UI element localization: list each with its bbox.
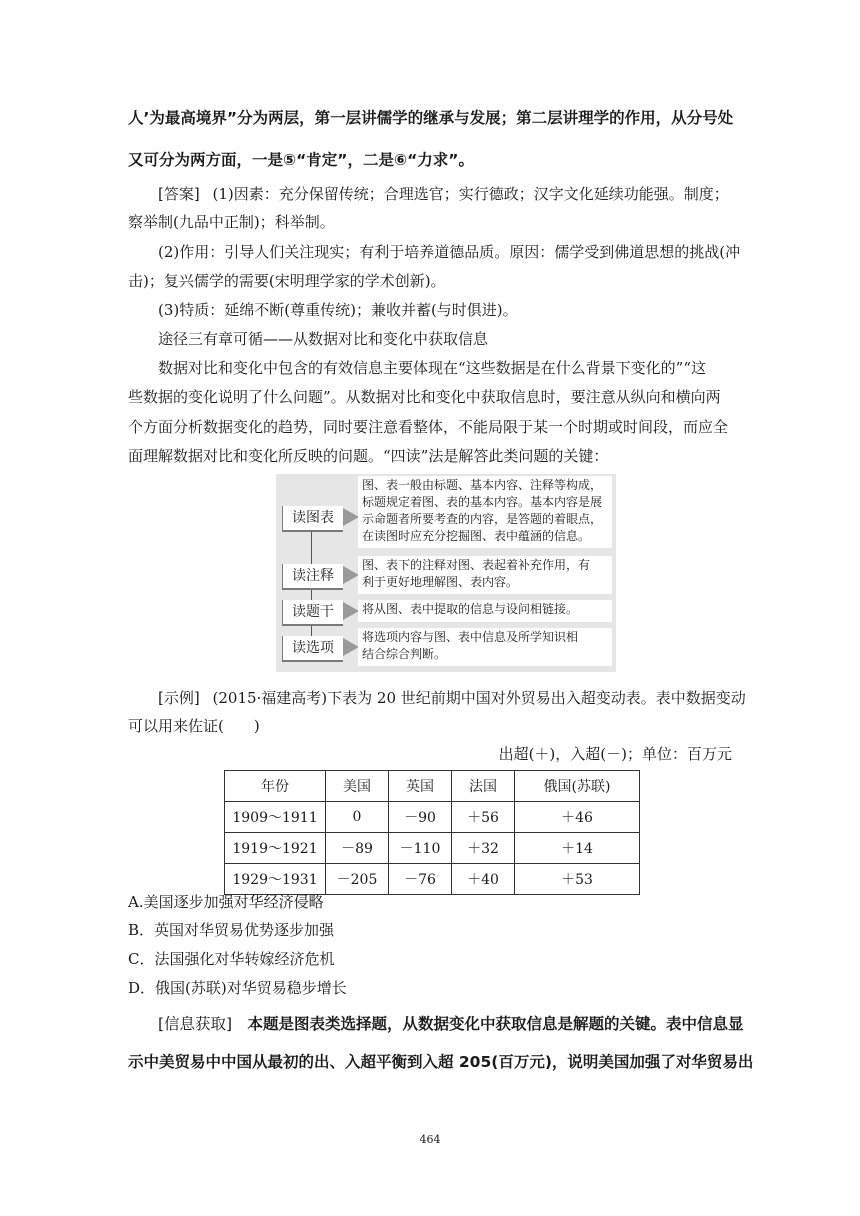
- table-cell: ＋14: [515, 833, 640, 864]
- table-cell: ＋32: [452, 833, 515, 864]
- desc-line: 将从图、表中提取的信息与设问相链接。: [362, 602, 579, 616]
- paragraph-line: 个方面分析数据变化的趋势，同时要注意看整体，不能局限于某一个时期或时间段，而应全: [128, 418, 729, 436]
- table-row: [225, 802, 640, 833]
- paragraph-line: 些数据的变化说明了什么问题”。从数据对比和变化中获取信息时，要注意从纵向和横向两: [128, 388, 721, 406]
- desc-line: 图、表一般由标题、基本内容、注释等构成，: [362, 478, 603, 492]
- step-label-read-chart: 读图表: [282, 506, 343, 532]
- table-row: [225, 864, 640, 895]
- table-cell: －89: [326, 833, 389, 864]
- step-label-read-stem: 读题干: [282, 600, 343, 626]
- example-line: [158, 688, 746, 708]
- step-desc-read-notes: [358, 556, 612, 594]
- info-text: 本题是图表类选择题，从数据变化中获取信息是解题的关键。表中信息显: [247, 1015, 744, 1033]
- table-cell: 1929～1931: [225, 864, 326, 895]
- table-cell: ＋40: [452, 864, 515, 895]
- answer-line: 击)；复兴儒学的需要(宋明理学家的学术创新)。: [128, 272, 446, 290]
- page-number: 464: [419, 1133, 441, 1146]
- step-label-read-notes: 读注释: [282, 564, 343, 590]
- table-cell: 1909～1911: [225, 802, 326, 833]
- example-line: 可以用来佐证( ): [128, 717, 260, 735]
- header-cell: 俄国(苏联): [515, 771, 640, 802]
- desc-line: 利于更好地理解图、表内容。: [362, 575, 519, 589]
- answer-line: (2)作用：引导人们关注现实；有利于培养道德品质。原因：儒学受到佛道思想的挑战(冲: [158, 243, 741, 261]
- desc-line: 示命题者所要考查的内容，是答题的着眼点，: [362, 512, 603, 526]
- desc-line: 结合综合判断。: [362, 647, 447, 661]
- paragraph-line: 数据对比和变化中包含的有效信息主要体现在“这些数据是在什么背景下变化的”“这: [158, 359, 707, 377]
- table-cell: －205: [326, 864, 389, 895]
- desc-line: 图、表下的注释对图、表起着补充作用，有: [362, 558, 591, 572]
- option-b: B．英国对华贸易优势逐步加强: [128, 921, 335, 939]
- header-cell: 美国: [326, 771, 389, 802]
- step-desc-read-options: [358, 628, 612, 666]
- answer-line: [158, 184, 729, 204]
- option-a: A.美国逐步加强对华经济侵略: [128, 893, 324, 911]
- table-header-row: [225, 771, 640, 802]
- step-desc-read-chart: [358, 476, 612, 548]
- header-cell: 年份: [225, 771, 326, 802]
- table-cell: 0: [326, 802, 389, 833]
- header-cell: 英国: [389, 771, 452, 802]
- table-row: [225, 833, 640, 864]
- paragraph-line: 面理解数据对比和变化所反映的问题。“四读”法是解答此类问题的关键：: [128, 447, 609, 465]
- table-cell: 1919～1921: [225, 833, 326, 864]
- section-title: 途径三有章可循——从数据对比和变化中获取信息: [158, 330, 489, 348]
- table-unit-note: 出超(＋)，入超(－)；单位：百万元: [498, 745, 732, 763]
- info-line: 示中美贸易中中国从最初的出、入超平衡到入超 205(百万元)，说明美国加强了对华贸易出: [128, 1053, 754, 1071]
- info-tag: [信息获取]: [158, 1015, 233, 1033]
- answer-line: (3)特质：延绵不断(尊重传统)；兼收并蓄(与时俱进)。: [158, 301, 518, 319]
- info-line: [158, 1014, 744, 1034]
- header-cell: 法国: [452, 771, 515, 802]
- paragraph-line: 又可分为两方面，一是⑤“肯定”，二是⑥“力求”。: [128, 151, 474, 169]
- answer-text: (1)因素：充分保留传统；合理选官；实行德政；汉字文化延续功能强。制度；: [212, 185, 729, 203]
- desc-line: 标题规定着图、表的基本内容。基本内容是展: [362, 495, 603, 509]
- table-cell: －76: [389, 864, 452, 895]
- step-desc-read-stem: [358, 600, 612, 622]
- trade-table: [224, 770, 640, 895]
- table-cell: －110: [389, 833, 452, 864]
- example-text: (2015·福建高考)下表为 20 世纪前期中国对外贸易出入超变动表。表中数据变动: [212, 689, 746, 707]
- answer-tag: [答案]: [158, 185, 200, 203]
- answer-line: 察举制(九品中正制)；科举制。: [128, 213, 335, 231]
- table-cell: ＋46: [515, 802, 640, 833]
- table-cell: －90: [389, 802, 452, 833]
- step-label-read-options: 读选项: [282, 636, 343, 662]
- table-cell: ＋53: [515, 864, 640, 895]
- example-tag: [示例]: [158, 689, 200, 707]
- paragraph-line: 人’为最高境界”分为两层，第一层讲儒学的继承与发展；第二层讲理学的作用，从分号处: [128, 109, 734, 127]
- desc-line: 在读图时应充分挖掘图、表中蕴涵的信息。: [362, 529, 591, 543]
- desc-line: 将选项内容与图、表中信息及所学知识相: [362, 630, 579, 644]
- option-d: D．俄国(苏联)对华贸易稳步增长: [128, 979, 347, 997]
- four-read-diagram: [276, 474, 616, 672]
- option-c: C．法国强化对华转嫁经济危机: [128, 950, 335, 968]
- table-cell: ＋56: [452, 802, 515, 833]
